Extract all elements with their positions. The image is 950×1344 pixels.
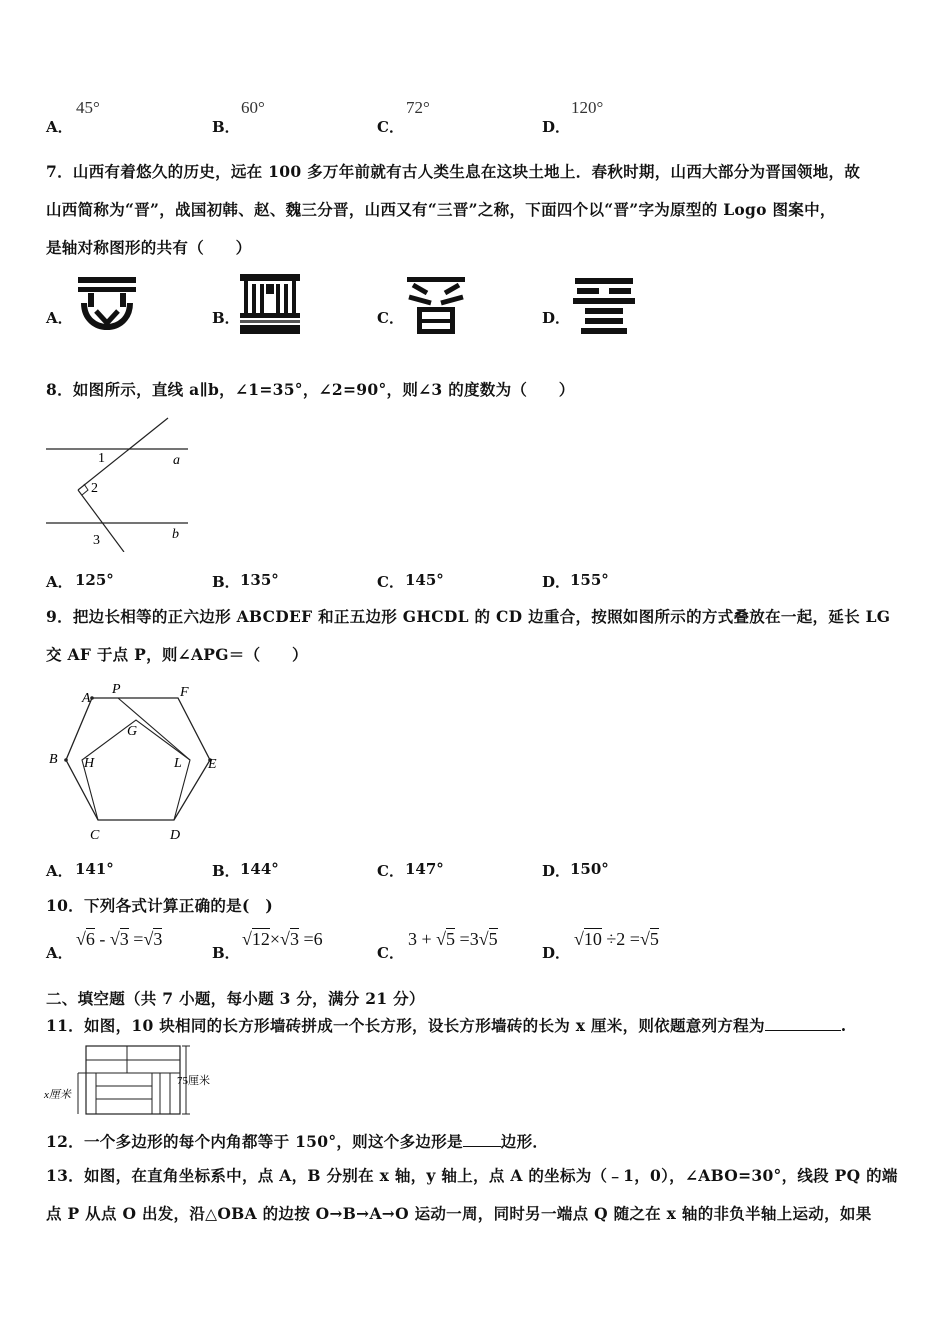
q9-option-a-letter: A． [46,862,73,880]
q7-option-d-letter: D． [542,309,571,327]
q10-c-radicand-1: 5 [446,929,456,949]
q10-d-radicand-2: 5 [649,929,659,949]
q8-line-a-label: a [173,453,180,468]
q8-option-c-letter: C． [377,573,404,591]
q8-option-a-value: 125° [75,571,114,589]
q6-option-b-letter: B． [212,118,240,136]
q8-angle-3-label: 3 [93,533,100,548]
q10-option-c-expression: 3 + √5 =3√5 [408,929,498,949]
q10-b-radicand-1: 12 [251,929,270,949]
q11-bricks-figure [42,1040,232,1120]
q11-height-label: 75厘米 [177,1075,210,1087]
q9-point-p-label: P [112,682,121,697]
q9-point-c-label: C [90,828,100,843]
q8-option-d-letter: D． [542,573,571,591]
q10-a-radicand-1: 6 [85,929,95,949]
q6-option-a-value: 45° [76,98,100,117]
q7-option-b-letter: B． [212,309,240,327]
q6-option-c-letter: C． [377,118,404,136]
q9-option-c-value: 147° [405,860,444,878]
q6-option-d-value: 120° [571,98,604,117]
q9-option-d-value: 150° [570,860,609,878]
q9-option-b-value: 144° [240,860,279,878]
jin-logo-b-icon [238,272,304,336]
q8-angle-2-label: 2 [91,481,98,496]
q10-option-d-expression: √10 ÷2 =√5 [574,929,659,949]
q8-line-b-label: b [172,527,179,542]
q6-option-b-value: 60° [241,98,265,117]
q13-line-1: 13．如图，在直角坐标系中，点 A，B 分别在 x 轴，y 轴上，点 A 的坐标为（﹣1，0），∠ABO=30°，线段 PQ 的端 [46,1166,898,1185]
q10-c-equals: =3 [459,929,479,949]
q9-option-a-value: 141° [75,860,114,878]
q10-a-operator: - [99,929,106,949]
q9-line-2: 交 AF 于点 P，则∠APG＝（ ） [46,645,308,664]
q9-point-a-label: A [82,691,91,706]
q12-question [46,1130,548,1152]
q10-option-b-expression: √12×√3 =6 [242,929,323,949]
q6-option-a-letter: A． [46,118,73,136]
q9-point-b-label: B [49,752,58,767]
q7-option-a-letter: A． [46,309,73,327]
q9-point-e-label: E [208,757,217,772]
q8-parallel-lines-figure [40,412,200,552]
q10-question: 10．下列各式计算正确的是( ) [46,896,274,915]
q11-x-label: x厘米 [44,1089,71,1101]
q11-answer-blank[interactable] [765,1030,841,1031]
q12-text-after: 边形． [500,1132,549,1151]
jin-logo-d-icon [571,276,637,340]
q8-option-b-value: 135° [240,571,279,589]
q10-b-operator: × [269,929,281,949]
q9-option-b-letter: B． [212,862,240,880]
q10-d-radicand-1: 10 [583,929,602,949]
q10-c-prefix: 3 + [408,929,432,949]
q10-c-radicand-2: 5 [488,929,498,949]
q12-text-before: 12．一个多边形的每个内角都等于 150°，则这个多边形是 [46,1132,463,1151]
q9-point-g-label: G [127,724,138,739]
q10-a-radicand-2: 3 [119,929,129,949]
q9-point-f-label: F [180,685,189,700]
q9-point-d-label: D [170,828,181,843]
q10-a-radicand-3: 3 [153,929,163,949]
section-2-heading: 二、填空题（共 7 小题，每小题 3 分，满分 21 分） [46,989,425,1008]
q8-option-a-letter: A． [46,573,73,591]
q10-a-equals: = [133,929,144,949]
q8-angle-1-label: 1 [98,451,105,466]
q7-option-c-letter: C． [377,309,404,327]
q9-hexagon-pentagon-figure [40,680,230,845]
q11-question-end: . [840,1016,847,1035]
q10-b-radicand-2: 3 [289,929,299,949]
q11-question [46,1014,846,1036]
q9-point-l-label: L [174,756,182,771]
jin-logo-a-icon [74,273,140,337]
q8-question: 8．如图所示，直线 a∥b，∠1=35°，∠2=90°，则∠3 的度数为（ ） [46,380,575,399]
q10-d-equals: = [629,929,640,949]
q12-answer-blank[interactable] [463,1146,501,1147]
q6-option-d-letter: D． [542,118,571,136]
q10-option-a-expression: √6 - √3 =√3 [76,929,163,949]
q7-line-3: 是轴对称图形的共有（ ） [46,238,252,257]
q10-b-equals: =6 [303,929,323,949]
q8-option-c-value: 145° [405,571,444,589]
q7-line-2: 山西简称为“晋”，战国初韩、赵、魏三分晋，山西又有“三晋”之称，下面四个以“晋”字为原型的 Logo 图案中， [46,200,836,219]
q8-option-b-letter: B． [212,573,240,591]
q13-line-2: 点 P 从点 O 出发，沿△OBA 的边按 O→B→A→O 运动一周，同时另一端点 Q 随之在 x 轴的非负半轴上运动，如果 [46,1204,872,1223]
jin-logo-c-icon [403,273,469,337]
q10-option-b-letter: B． [212,944,240,962]
q10-d-operator: ÷2 [606,929,626,949]
q9-line-1: 9．把边长相等的正六边形 ABCDEF 和正五边形 GHCDL 的 CD 边重合，按照如图所示的方式叠放在一起，延长 LG [46,607,891,626]
q9-point-h-label: H [84,756,95,771]
q10-option-a-letter: A． [46,944,73,962]
q8-option-d-value: 155° [570,571,609,589]
q6-option-c-value: 72° [406,98,430,117]
q9-option-c-letter: C． [377,862,404,880]
q9-option-d-letter: D． [542,862,571,880]
q10-option-c-letter: C． [377,944,404,962]
q7-line-1: 7．山西有着悠久的历史，远在 100 多万年前就有古人类生息在这块土地上．春秋时期，山西大部分为晋国领地，故 [46,162,861,181]
q10-option-d-letter: D． [542,944,571,962]
q11-question-text: 11．如图，10 块相同的长方形墙砖拼成一个长方形，设长方形墙砖的长为 x 厘米，则依题意列方程为 [46,1016,765,1035]
